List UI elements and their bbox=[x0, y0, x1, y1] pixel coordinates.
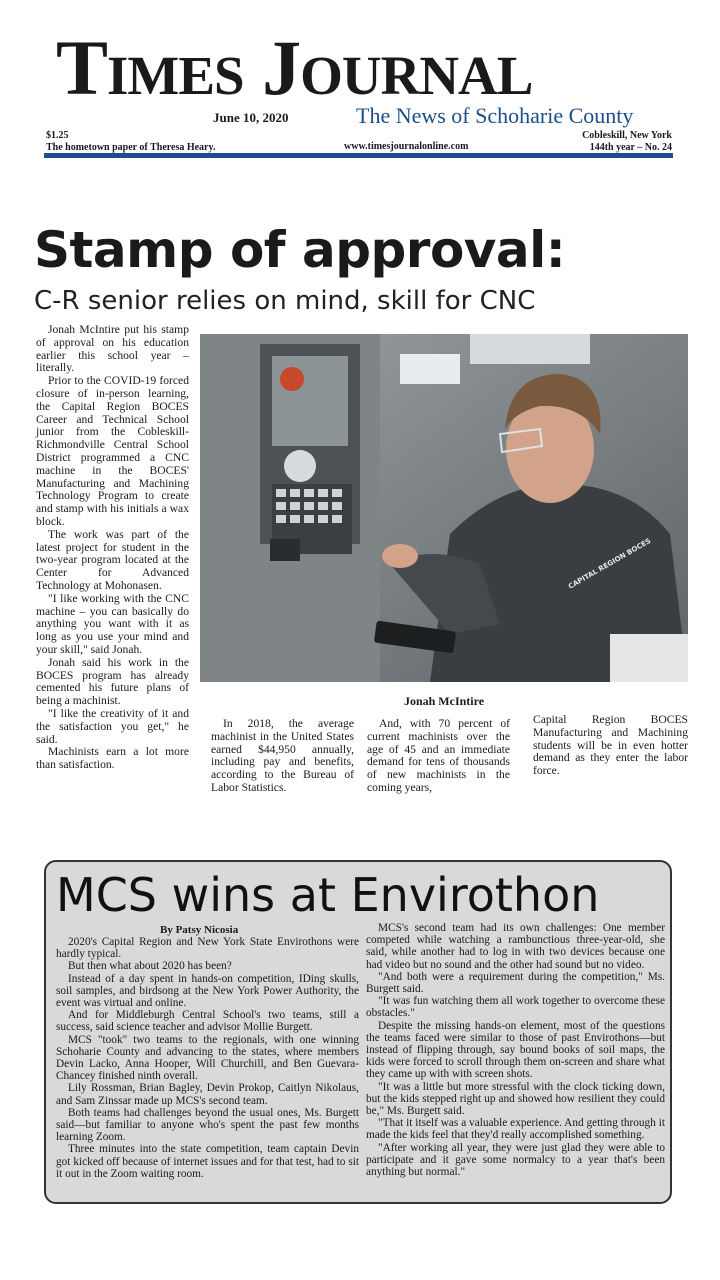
paragraph: Jonah said his work in the BOCES program has already cemented his future plans of being a machinist. bbox=[36, 655, 189, 708]
paragraph: In 2018, the average machinist in the United States earned $44,950 annually, including pay and benefits, according to the Bureau of Labor Statistics. bbox=[211, 717, 354, 794]
article-headline: Stamp of approval: bbox=[34, 221, 566, 279]
paragraph: Jonah McIntire put his stamp of approval on his education earlier this school year – literally. bbox=[36, 323, 189, 375]
paragraph: And, with 70 percent of current machinists over the age of 45 and an immediate demand for tens of thousands of new machinists in the coming years, bbox=[367, 717, 510, 794]
paragraph: "It was fun watching them all work together to overcome these obstacles." bbox=[366, 995, 665, 1020]
issue-date: June 10, 2020 bbox=[213, 110, 289, 125]
article-column-3 bbox=[367, 718, 510, 795]
paragraph: Lily Rossman, Brian Bagley, Devin Prokop, Caitlyn Nikolaus, and Sam Zinssar made up MCS's second team. bbox=[56, 1082, 359, 1107]
paragraph: The work was part of the latest project for student in the two-year program located at the Center for Advanced Technology at Mohonasen. bbox=[36, 527, 189, 592]
paragraph: And for Middleburgh Central School's two teams, still a success, said science teacher and advisor Mollie Burgett. bbox=[56, 1009, 359, 1034]
paragraph: Both teams had challenges beyond the usual ones, Ms. Burgett said—but familiar to anyone who's spent the past few months learning Zoom. bbox=[56, 1106, 359, 1144]
paragraph: MCS's second team had its own challenges: One member competed while watching a rambunctious three-year-old, she said, while another had to log in with two devices because one had video but no sound and the other had sound but no video. bbox=[366, 922, 665, 971]
masthead-title: Times Journal bbox=[56, 24, 533, 111]
paragraph: "That it itself was a valuable experience. And getting through it made the kids feel that they'd really accomplished something. bbox=[366, 1117, 665, 1142]
paragraph: Machinists earn a lot more than satisfaction. bbox=[36, 745, 189, 772]
paragraph: Prior to the COVID-19 forced closure of in-person learning, the Capital Region BOCES Career and Technical School junior from the Cobleskill-Richmondville Central School District programmed a CNC machine in the BOCES' Manufacturing and Machining Technology Program to create and stamp with his initials a wax block. bbox=[36, 374, 189, 528]
issue-price: $1.25 bbox=[46, 130, 69, 141]
paragraph: "And both were a requirement during the competition," Ms. Burgett said. bbox=[366, 970, 665, 996]
paragraph: "It was a little but more stressful with the clock ticking down, but the kids stepped right up and showed how resilient they could be," Ms. Burgett said. bbox=[366, 1080, 665, 1118]
article-column-2 bbox=[211, 718, 354, 795]
paragraph: 2020's Capital Region and New York State Envirothons were hardly typical. bbox=[56, 936, 359, 961]
article-subhead: C-R senior relies on mind, skill for CNC bbox=[34, 286, 536, 316]
paragraph: Instead of a day spent in hands-on competition, IDing skulls, soil samples, and birdsong at the New York Power Authority, the event was virtual and online. bbox=[56, 972, 359, 1010]
paragraph: "I like working with the CNC machine – you can basically do anything you want with it as long as you use your mind and your skill," said Jonah. bbox=[36, 591, 189, 656]
photo-caption: Jonah McIntire bbox=[403, 694, 485, 708]
article-column-1 bbox=[36, 324, 189, 772]
photo-illustration bbox=[200, 334, 688, 682]
location-line: Cobleskill, New York bbox=[582, 130, 672, 141]
paragraph: "After working all year, they were just glad they were able to participate and it gave some normalcy to a year that's been anything but normal." bbox=[366, 1141, 665, 1179]
paragraph: MCS "took" two teams to the regionals, with one winning Schoharie County and advancing to the states, where members Devin Lacko, Anna Hooper, Will Churchill, and Ben Guevara-Chancey finished ninth overall. bbox=[56, 1033, 359, 1083]
paragraph: Despite the missing hands-on element, most of the questions the teams faced were similar to those of past Envirothons—but instead of flipping through, say bound books of soil maps, the kids were forced to scroll through them on-screen and share what they came up with with screen shots. bbox=[366, 1019, 665, 1081]
paragraph: Three minutes into the state competition, team captain Devin got kicked off because of internet issues and for that test, had to sit it out in the Zoom waiting room. bbox=[56, 1143, 359, 1180]
issue-number: 144th year – No. 24 bbox=[589, 142, 672, 153]
mcs-column-2 bbox=[366, 922, 665, 1178]
article-photo bbox=[200, 334, 688, 682]
paragraph: But then what about 2020 has been? bbox=[68, 960, 232, 973]
hometown-line: The hometown paper of Theresa Heary. bbox=[46, 142, 216, 153]
mcs-column-1 bbox=[56, 936, 359, 1180]
paragraph: Capital Region BOCES Manufacturing and Machining students will be in even hotter demand as they enter the labor force. bbox=[533, 713, 688, 778]
mcs-headline: MCS wins at Envirothon bbox=[56, 868, 600, 922]
article-column-4 bbox=[533, 714, 688, 778]
byline: By Patsy Nicosia bbox=[160, 924, 239, 936]
website-link[interactable]: www.timesjournalonline.com bbox=[344, 141, 469, 152]
paragraph: "I like the creativity of it and the satisfaction you get," he said. bbox=[36, 706, 189, 746]
masthead-tagline: The News of Schoharie County bbox=[356, 103, 634, 128]
masthead-divider bbox=[44, 153, 673, 158]
boces-logo: CAPITAL REGION BOCES bbox=[567, 536, 653, 591]
